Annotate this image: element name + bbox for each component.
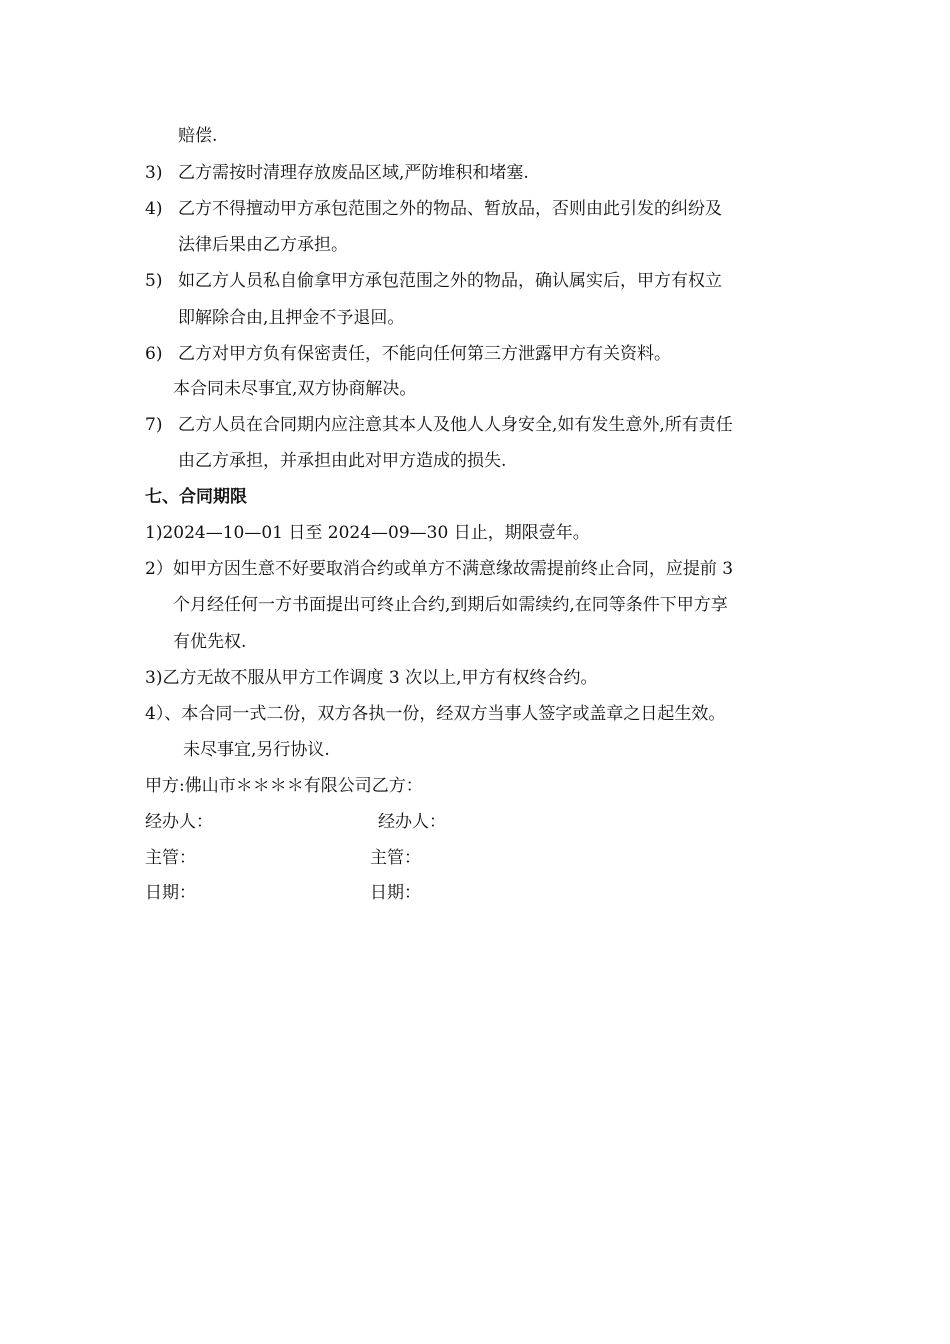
clause-3-number: 3): [145, 163, 163, 183]
term-clause-5: 未尽事宜,另行协议.: [183, 740, 330, 760]
clause-4-text-continued: 法律后果由乙方承担。: [178, 235, 348, 255]
clause-7-text: 乙方人员在合同期内应注意其本人及他人人身安全,如有发生意外,所有责任: [178, 415, 733, 435]
term-clause-2-end: 有优先权.: [173, 632, 247, 652]
party-b-date: 日期：: [370, 883, 421, 903]
clause-5-text-continued: 即解除合由,且押金不予退回。: [178, 308, 405, 328]
clause-4-text: 乙方不得擅动甲方承包范围之外的物品、暂放品，否则由此引发的纠纷及: [178, 199, 722, 219]
party-a-handler: 经办人：: [145, 812, 213, 832]
term-clause-2: 2）如甲方因生意不好要取消合约或单方不满意缘故需提前终止合同，应提前 3: [145, 559, 734, 579]
party-b-supervisor: 主管：: [370, 848, 421, 868]
clause-6-note: 本合同未尽事宜,双方协商解决。: [173, 379, 417, 399]
clause-6-text: 乙方对甲方负有保密责任，不能向任何第三方泄露甲方有关资料。: [178, 344, 671, 364]
clause-7-number: 7): [145, 415, 163, 435]
party-b-handler: 经办人：: [378, 812, 446, 832]
party-line: 甲方:佛山市＊＊＊＊有限公司乙方：: [145, 776, 423, 796]
clause-2-continuation: 赔偿.: [178, 126, 218, 146]
term-clause-1: 1)2024—10—01 日至 2024—09—30 日止，期限壹年。: [145, 523, 590, 543]
clause-4-number: 4): [145, 199, 163, 219]
term-clause-4: 4）、本合同一式二份，双方各执一份，经双方当事人签字或盖章之日起生效。: [145, 704, 726, 724]
party-a-supervisor: 主管：: [145, 848, 196, 868]
section-heading: 七、合同期限: [145, 487, 247, 507]
term-clause-3: 3)乙方无故不服从甲方工作调度 3 次以上,甲方有权终合约。: [145, 668, 598, 688]
clause-7-text-continued: 由乙方承担，并承担由此对甲方造成的损失.: [178, 451, 507, 471]
clause-5-number: 5): [145, 271, 163, 291]
term-clause-2-continued: 个月经任何一方书面提出可终止合约,到期后如需续约,在同等条件下甲方享: [173, 595, 728, 615]
clause-5-text: 如乙方人员私自偷拿甲方承包范围之外的物品，确认属实后，甲方有权立: [178, 271, 722, 291]
clause-6-number: 6): [145, 344, 163, 364]
party-a-date: 日期：: [145, 883, 196, 903]
clause-3-text: 乙方需按时清理存放废品区域,严防堆积和堵塞.: [178, 163, 529, 183]
